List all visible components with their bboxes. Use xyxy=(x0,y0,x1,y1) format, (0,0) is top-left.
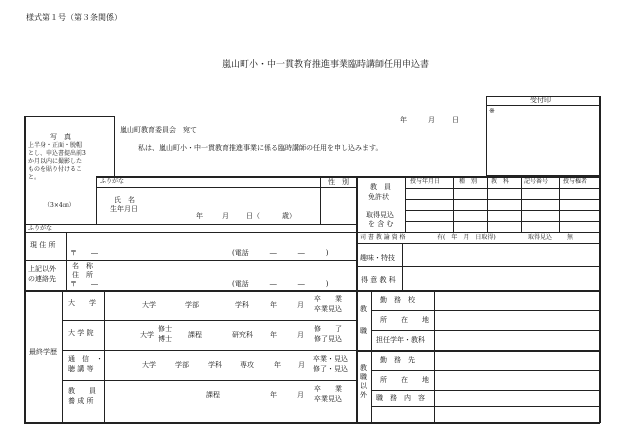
addressee: 嵐山町教育委員会 宛て xyxy=(120,126,197,134)
edu-status: 修了・見込 xyxy=(313,365,348,373)
reception-label: 受付印 xyxy=(530,96,551,104)
hobby-label: 趣味・特技 xyxy=(360,254,395,262)
photo-instruction: か月以内に撮影した xyxy=(28,158,83,165)
subject-label: 得 意 教 科 xyxy=(361,276,396,284)
reception-mark: ※ xyxy=(489,107,495,115)
edu-field: 学科 xyxy=(235,301,249,309)
alt-name-label: 名 称 xyxy=(72,262,93,270)
edu-month: 月 xyxy=(297,301,304,309)
license-expected: を 含 む xyxy=(368,220,394,228)
edu-field: 博士 xyxy=(158,335,172,343)
birth-day: 日（ xyxy=(246,212,260,220)
alt-postal: 〒 ― xyxy=(70,280,98,288)
furigana-label: ふりがな xyxy=(100,178,125,185)
edu-kind: 聴 講 等 xyxy=(68,365,94,373)
license-header: 授与年月日 xyxy=(410,178,441,185)
edu-field: 専攻 xyxy=(240,361,254,369)
current-employment-field: 所 在 地 xyxy=(380,316,429,324)
edu-field: 学科 xyxy=(208,361,222,369)
current-employment-field: 勤 務 校 xyxy=(380,296,415,304)
alt-phone: (電話 ― ― ) xyxy=(232,280,329,288)
edu-status: 修 了 xyxy=(314,325,342,333)
license-expected: 取得見込 xyxy=(366,211,394,219)
edu-field: 研究科 xyxy=(232,331,253,339)
edu-month: 月 xyxy=(298,361,305,369)
birth-year: 年 xyxy=(196,212,203,220)
edu-kind: 教 員 xyxy=(68,387,96,395)
alt-contact-label: の連絡先 xyxy=(28,275,56,283)
education-label: 最終学歴 xyxy=(29,348,57,356)
librarian-label: 司 書 教 諭 資 格 xyxy=(360,234,406,241)
form-title: 嵐山町小・中一貫教育推進事業臨時講師任用申込書 xyxy=(222,60,430,70)
edu-year: 年 xyxy=(270,301,277,309)
edu-month: 月 xyxy=(297,331,304,339)
edu-year: 年 xyxy=(274,361,281,369)
edu-field: 課程 xyxy=(206,391,220,399)
edu-year: 年 xyxy=(270,331,277,339)
photo-size: （3×4㎝） xyxy=(44,202,75,209)
address-furigana: ふりがな xyxy=(28,225,53,232)
photo-instruction: 上半身・正面・脱帽 xyxy=(28,142,83,149)
edu-status: 卒業見込 xyxy=(314,305,342,313)
address-postal: 〒 ― xyxy=(70,249,98,257)
photo-instruction: とし、申込書提出前3 xyxy=(28,150,86,157)
edu-status: 卒 業 xyxy=(314,295,342,303)
edu-kind: 通 信 ・ xyxy=(68,355,103,363)
librarian-has: 有( 年 月 日取得) xyxy=(437,234,496,241)
license-label: 免許状 xyxy=(368,193,389,201)
former-employment-field: 職 務 内 容 xyxy=(376,394,425,402)
gender-label: 性 別 xyxy=(328,178,349,186)
former-employment-field: 勤 務 先 xyxy=(380,356,415,364)
license-header: 記号番号 xyxy=(524,178,549,185)
form-number: 様式第１号（第３条関係） xyxy=(26,13,122,22)
librarian-expected: 取得見込 xyxy=(528,234,553,241)
license-header: 教 科 xyxy=(491,178,510,185)
former-employment-label: 教職以外 xyxy=(360,364,367,399)
edu-field: 大学 xyxy=(142,361,156,369)
address-label: 現 住 所 xyxy=(30,241,56,249)
edu-year: 年 xyxy=(270,391,277,399)
edu-kind: 大 学 院 xyxy=(68,329,94,337)
edu-status: 卒業見込 xyxy=(314,395,342,403)
license-header: 種 別 xyxy=(459,178,478,185)
edu-status: 卒 業 xyxy=(314,385,342,393)
application-statement: 私は、嵐山町小・中一貫教育推進事業に係る臨時講師の任用を申し込みます。 xyxy=(138,144,383,152)
application-month: 月 xyxy=(428,116,435,124)
edu-kind: 養 成 所 xyxy=(68,397,94,405)
current-employment-label: 教 xyxy=(360,305,367,313)
alt-contact-label: 上記以外 xyxy=(28,265,56,273)
edu-kind: 大 学 xyxy=(68,299,96,307)
former-employment-field: 所 在 地 xyxy=(380,376,429,384)
alt-address-label: 住 所 xyxy=(72,271,93,279)
name-label: 氏 名 xyxy=(114,196,135,204)
birth-month: 月 xyxy=(222,212,229,220)
edu-field: 大学 xyxy=(142,301,156,309)
librarian-none: 無 xyxy=(567,234,574,241)
current-employment-label: 職 xyxy=(360,327,367,335)
edu-status: 修了見込 xyxy=(314,335,342,343)
license-label: 教 員 xyxy=(370,183,391,191)
edu-field: 課程 xyxy=(188,331,202,339)
edu-status: 卒業・見込 xyxy=(313,355,348,363)
photo-label: 写 真 xyxy=(50,133,71,141)
edu-month: 月 xyxy=(297,391,304,399)
edu-field: 修士 xyxy=(158,325,172,333)
edu-field: 学部 xyxy=(175,361,189,369)
current-employment-field: 担任学年・教科 xyxy=(376,336,425,344)
application-day: 日 xyxy=(452,116,459,124)
reception-box xyxy=(486,96,600,176)
birth-label: 生年月日 xyxy=(110,205,138,213)
license-header: 授与権者 xyxy=(563,178,588,185)
photo-instruction: と。 xyxy=(28,174,41,181)
edu-field: 大学 xyxy=(140,331,154,339)
photo-instruction: ものを貼り付けるこ xyxy=(28,166,83,173)
edu-field: 学部 xyxy=(185,301,199,309)
birth-age: 歳） xyxy=(282,212,296,220)
application-year: 年 xyxy=(400,116,407,124)
address-phone: (電話 ― ― ) xyxy=(232,249,329,257)
